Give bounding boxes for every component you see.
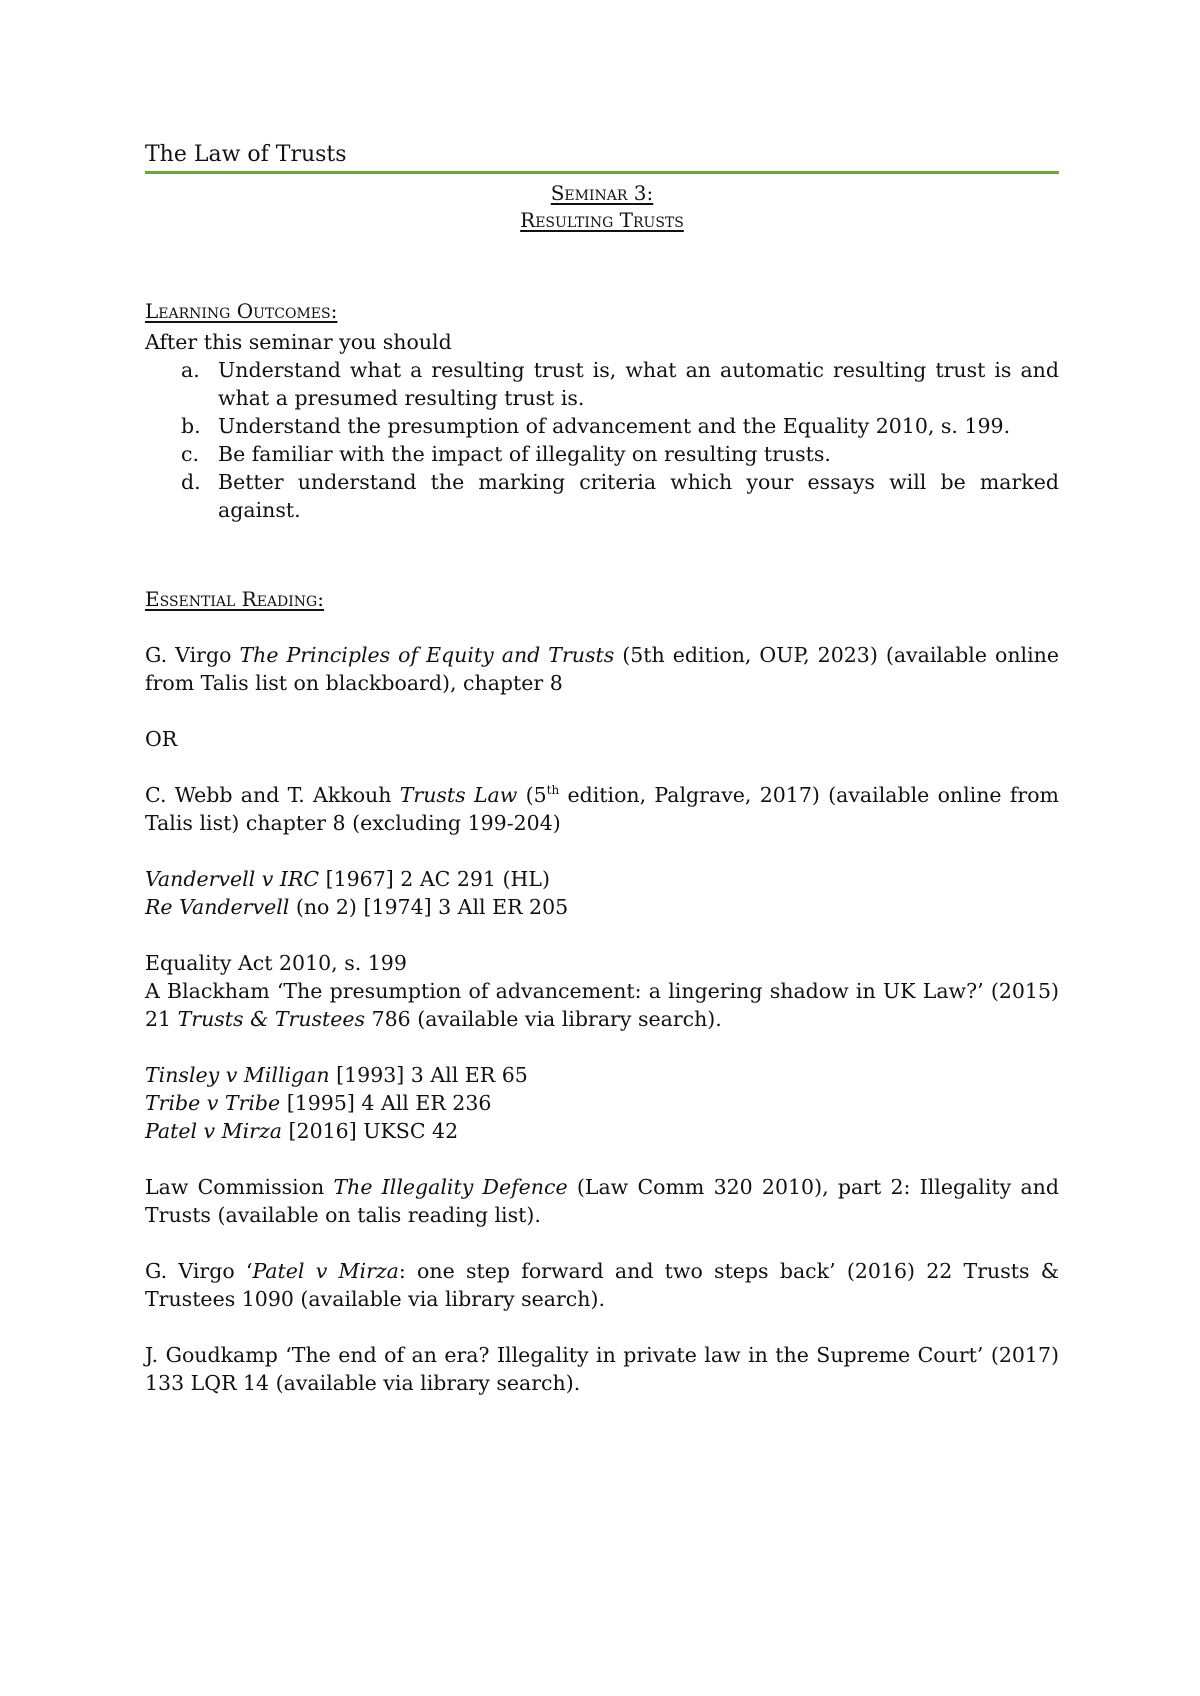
list-item: a. Understand what a resulting trust is, what an automatic resulting trust is and what a presumed resulting trust is.: [181, 358, 1059, 410]
list-item: d. Better understand the marking criteria which your essays will be marked against.: [181, 470, 1059, 522]
reading-virgo: G. Virgo The Principles of Equity and Trusts (5th edition, OUP, 2023) (available online from Talis list on blackboard), chapter 8: [145, 643, 1059, 695]
course-header: The Law of Trusts: [145, 142, 347, 167]
seminar-number: Seminar 3:: [550, 181, 654, 205]
reading-goudkamp: J. Goudkamp ‘The end of an era? Illegality in private law in the Supreme Court’ (2017) 133 LQR 14 (available via library search).: [145, 1343, 1059, 1395]
seminar-topic: Resulting Trusts: [520, 208, 684, 232]
learning-intro: After this seminar you should: [145, 330, 452, 354]
header-divider: [145, 171, 1059, 174]
seminar-title: [145, 180, 1059, 234]
page-content: [145, 140, 1059, 1397]
learning-outcomes-heading: Learning Outcomes:: [145, 299, 338, 323]
list-item: b. Understand the presumption of advancement and the Equality 2010, s. 199.: [181, 414, 1011, 438]
reading-law-commission: Law Commission The Illegality Defence (Law Comm 320 2010), part 2: Illegality and Trusts (available on talis reading list).: [145, 1175, 1059, 1227]
statute-equality-act: Equality Act 2010, s. 199: [145, 951, 407, 975]
essential-reading-heading: Essential Reading:: [145, 587, 324, 611]
learning-outcomes-list: [145, 356, 1059, 524]
case-patel: Patel v Mirza [2016] UKSC 42: [145, 1119, 459, 1143]
reading-webb: C. Webb and T. Akkouh Trusts Law (5th edition, Palgrave, 2017) (available online from Talis list) chapter 8 (excluding 199-204): [145, 783, 1059, 835]
case-tinsley: Tinsley v Milligan [1993] 3 All ER 65: [145, 1063, 528, 1087]
case-re-vandervell: Re Vandervell (no 2) [1974] 3 All ER 205: [145, 895, 569, 919]
reading-blackham: A Blackham ‘The presumption of advancement: a lingering shadow in UK Law?’ (2015) 21 Trusts & Trustees 786 (available via library search).: [145, 979, 1059, 1031]
case-vandervell-irc: Vandervell v IRC [1967] 2 AC 291 (HL): [145, 867, 550, 891]
reading-or: OR: [145, 727, 178, 751]
list-item: c. Be familiar with the impact of illegality on resulting trusts.: [181, 442, 831, 466]
case-tribe: Tribe v Tribe [1995] 4 All ER 236: [145, 1091, 492, 1115]
reading-virgo-patel: G. Virgo ‘Patel v Mirza: one step forward and two steps back’ (2016) 22 Trusts & Trustees 1090 (available via library search).: [145, 1259, 1060, 1311]
